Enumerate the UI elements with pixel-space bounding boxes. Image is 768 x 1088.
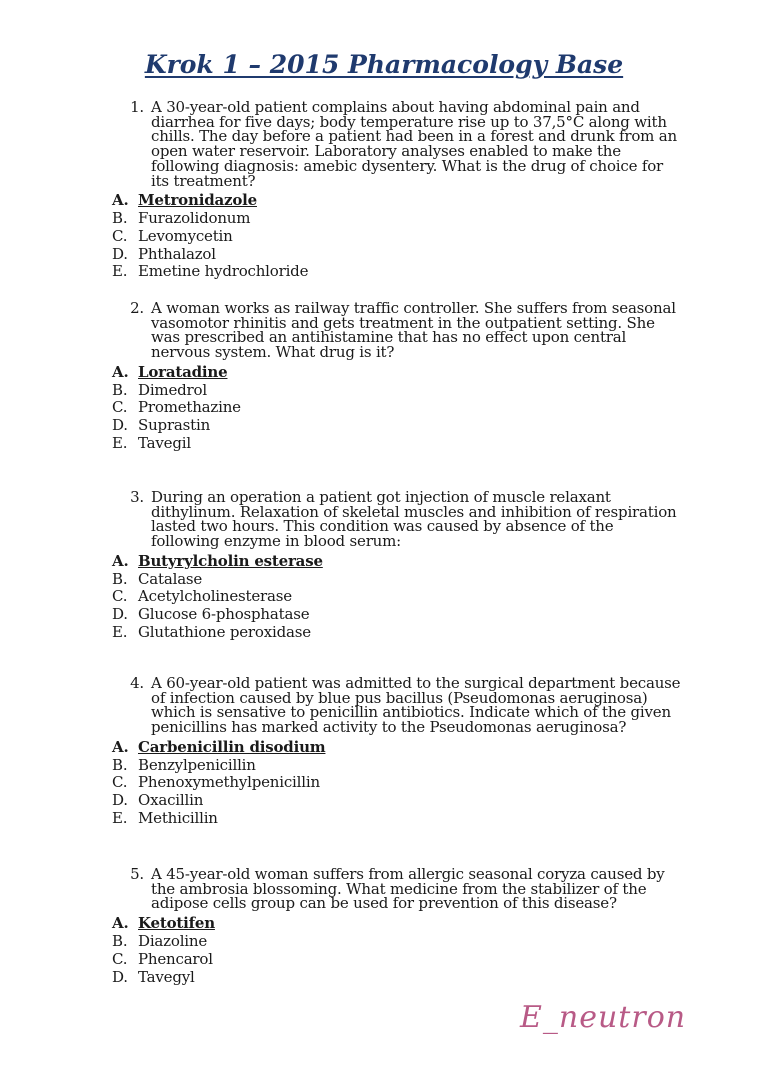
option-text: Loratadine (138, 362, 228, 381)
option-letter: B. (112, 931, 128, 950)
option-text: Carbenicillin disodium (138, 737, 326, 756)
option-letter: C. (112, 587, 128, 606)
option-text: Dimedrol (138, 380, 207, 399)
option-letter: B. (112, 569, 128, 588)
option-letter: E. (112, 434, 128, 452)
answer-option[interactable] (112, 951, 682, 969)
option-text: Suprastin (138, 416, 211, 435)
question-stem (112, 301, 682, 360)
option-letter: C. (112, 949, 128, 968)
option-text: Metronidazole (138, 191, 257, 210)
question-text: During an operation a patient got injection of muscle relaxant dithylinum. Relaxation of skeletal muscles and inhibition of respiration lasted two hours. This condition was caused by absence of the following enzyme in blood serum: (151, 488, 677, 551)
answer-option[interactable] (112, 774, 682, 792)
option-letter: B. (112, 755, 128, 774)
answer-option-correct[interactable] (112, 553, 682, 571)
answer-option[interactable] (112, 933, 682, 951)
option-text: Tavegyl (138, 967, 195, 986)
option-letter: D. (112, 244, 128, 263)
option-text: Levomycetin (138, 226, 233, 245)
question-text: A 30-year-old patient complains about having abdominal pain and diarrhea for five days; body temperature rise up to 37,5°C along with chills. The day before a patient had been in a forest and drunk from an open water reservoir. Laboratory analyses enabled to make the following diagnosis: amebic dysentery. What is the drug of choice for its treatment? (151, 98, 677, 190)
question-text: A 45-year-old woman suffers from allergic seasonal coryza caused by the ambrosia blossoming. What medicine from the stabilizer of the adipose cells group can be used for prevention of this disease? (151, 865, 665, 913)
option-text: Phencarol (138, 949, 213, 968)
option-text: Glucose 6-phosphatase (138, 605, 310, 624)
option-letter: A. (112, 914, 129, 933)
answer-options (112, 739, 682, 828)
question-number: 2. (130, 299, 144, 317)
answer-option-correct[interactable] (112, 915, 682, 933)
option-text: Diazoline (138, 931, 208, 950)
option-letter: B. (112, 380, 128, 399)
option-text: Oxacillin (138, 791, 204, 810)
option-text: Phthalazol (138, 244, 216, 263)
option-letter: D. (112, 416, 128, 435)
option-letter: B. (112, 209, 128, 228)
question-number: 1. (130, 98, 144, 116)
answer-options (112, 553, 682, 642)
question-2 (112, 301, 682, 453)
answer-option-correct[interactable] (112, 364, 682, 382)
question-3 (112, 490, 682, 642)
question-stem (112, 100, 682, 188)
option-letter: D. (112, 791, 128, 810)
answer-option-correct[interactable] (112, 739, 682, 757)
question-5 (112, 867, 682, 986)
watermark-logo: E_neutron (520, 1000, 687, 1035)
question-number: 3. (130, 488, 144, 506)
question-text: A woman works as railway traffic controller. She suffers from seasonal vasomotor rhinitis and gets treatment in the outpatient setting. She was prescribed an antihistamine that has no effect upon central nervous system. What drug is it? (151, 299, 676, 362)
answer-options (112, 915, 682, 986)
answer-option[interactable] (112, 435, 682, 453)
answer-option[interactable] (112, 969, 682, 987)
option-text: Butyrylcholin esterase (138, 551, 323, 570)
answer-option[interactable] (112, 399, 682, 417)
question-stem (112, 490, 682, 549)
answer-option[interactable] (112, 588, 682, 606)
option-letter: A. (112, 362, 129, 381)
question-1 (112, 100, 682, 281)
answer-option[interactable] (112, 228, 682, 246)
answer-option[interactable] (112, 382, 682, 400)
answer-option[interactable] (112, 246, 682, 264)
answer-option[interactable] (112, 417, 682, 435)
answer-option[interactable] (112, 624, 682, 642)
answer-option[interactable] (112, 606, 682, 624)
option-letter: E. (112, 809, 128, 827)
answer-option[interactable] (112, 210, 682, 228)
question-4 (112, 676, 682, 828)
question-stem (112, 676, 682, 735)
option-letter: A. (112, 191, 129, 210)
option-letter: A. (112, 737, 129, 756)
answer-option[interactable] (112, 571, 682, 589)
option-letter: E. (112, 623, 128, 641)
option-text: Emetine hydrochloride (138, 262, 309, 281)
question-number: 4. (130, 674, 144, 692)
answer-option[interactable] (112, 810, 682, 828)
option-text: Glutathione peroxidase (138, 623, 311, 641)
question-stem (112, 867, 682, 911)
answer-option[interactable] (112, 263, 682, 281)
option-letter: E. (112, 262, 128, 281)
question-text: A 60-year-old patient was admitted to the surgical department because of infection caused by blue pus bacillus (Pseudomonas aeruginosa) which is sensative to penicillin antibiotics. Indicate which of the given penicillins has marked activity to the Pseudomonas aeruginosa? (151, 674, 681, 737)
option-text: Catalase (138, 569, 203, 588)
option-text: Ketotifen (138, 914, 215, 933)
page-title: Krok 1 – 2015 Pharmacology Base (144, 50, 624, 79)
answer-options (112, 364, 682, 453)
option-text: Methicillin (138, 809, 218, 827)
option-text: Furazolidonum (138, 209, 251, 228)
option-letter: D. (112, 967, 128, 986)
option-letter: D. (112, 605, 128, 624)
answer-option[interactable] (112, 792, 682, 810)
option-text: Phenoxymethylpenicillin (138, 773, 320, 792)
option-text: Promethazine (138, 398, 241, 417)
answer-option-correct[interactable] (112, 192, 682, 210)
option-letter: A. (112, 551, 129, 570)
question-number: 5. (130, 865, 144, 883)
answer-option[interactable] (112, 757, 682, 775)
answer-options (112, 192, 682, 281)
option-text: Acetylcholinesterase (138, 587, 292, 606)
option-letter: C. (112, 773, 128, 792)
option-text: Benzylpenicillin (138, 755, 256, 774)
option-text: Tavegil (138, 434, 191, 452)
option-letter: C. (112, 398, 128, 417)
option-letter: C. (112, 226, 128, 245)
